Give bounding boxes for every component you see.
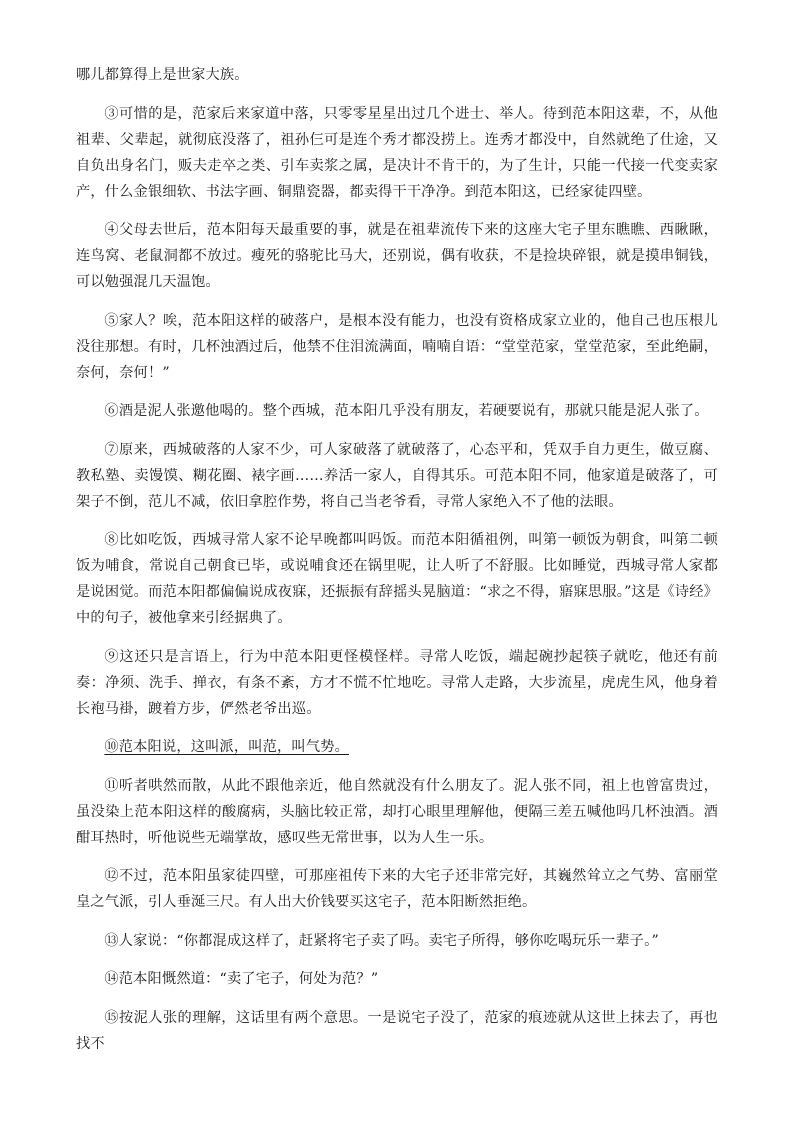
paragraph-5: ⑤家人？唉，范本阳这样的破落户，是根本没有能力，也没有资格成家立业的，他自己也压根儿没往那想。有时，几杯浊酒过后，他禁不住泪流满面，喃喃自语：“堂堂范家，堂堂范家，至此绝嗣，奈何，奈何！” — [76, 312, 718, 381]
paragraph-14: ⑭范本阳慨然道：“卖了宅子，何处为范？” — [104, 971, 379, 987]
paragraph-12: ⑫不过，范本阳虽家徒四壁，可那座祖传下来的大宅子还非常完好，其巍然耸立之气势、富丽堂皇之气派，引人垂涎三尺。有人出大价钱要买这宅子，范本阳断然拒绝。 — [76, 868, 718, 910]
paragraph-15: ⑮按泥人张的理解，这话里有两个意思。一是说宅子没了，范家的痕迹就从这世上抹去了，再也找不 — [76, 1009, 718, 1052]
paragraph-11: ⑪听者哄然而散，从此不跟他亲近，他自然就没有什么朋友了。泥人张不同，祖上也曾富贵过，虽没染上范本阳这样的酸腐病，头脑比较正常，却打心眼里理解他，便隔三差五喊他吗几杯浊酒。酒酣耳热时，听他说些无端掌故，感叹些无常世事，以为人生一乐。 — [76, 777, 718, 846]
paragraph-8: ⑧比如吃饭，西城寻常人家不论早晚都叫吗饭。而范本阳循祖例，叫第一顿饭为朝食，叫第二顿饭为哺食，常说自己朝食已毕，或说哺食还在锅里呢，让人听了不舒服。比如睡觉，西城寻常人家都是说困觉。而范本阳都偏偏说成夜寐，还振振有辞摇头晃脑道：“求之不得，寤寐思服。”这是《诗经》中的句子，被他拿来引经据典了。 — [76, 532, 718, 626]
paragraph-9: ⑨这还只是言语上，行为中范本阳更怪模怪样。寻常人吃饭，端起碗抄起筷子就吃，他还有前奏：净须、洗手、掸衣，有条不紊，方才不慌不忙地吃。寻常人走路，大步流星，虎虎生风，他身着长袍马褂，踱着方步，俨然老爷出巡。 — [76, 648, 718, 717]
underlined-sentence: ⑩范本阳说，这叫派，叫范，叫气势。 — [104, 739, 349, 755]
paragraph-continued: 哪儿都算得上是世家大族。 — [76, 67, 249, 83]
paragraph-6: ⑥酒是泥人张邀他喝的。整个西城，范本阳几乎没有朋友，若硬要说有，那就只能是泥人张了。 — [104, 403, 709, 419]
paragraph-3: ③可惜的是，范家后来家道中落，只零零星星出过几个进士、举人。待到范本阳这辈，不，从他祖辈、父辈起，就彻底没落了，祖孙仨可是连个秀才都没捞上。连秀才都没中，自然就绝了仕途，又自负出身名门，贩夫走卒之类、引车卖浆之属，是决计不肯干的，为了生计，只能一代接一代变卖家产，什么金银细软、书法字画、铜鼎瓷器，都卖得干干净净。到范本阳这，已经家徒四壁。 — [76, 105, 718, 200]
paragraph-10 — [76, 734, 718, 760]
paragraph-13: ⑬人家说：“你都混成这样了，赶紧将宅子卖了吗。卖宅子所得，够你吃喝玩乐一辈子。” — [104, 932, 659, 949]
paragraph-7: ⑦原来，西城破落的人家不少，可人家破落了就破落了，心态平和，凭双手自力更生，做豆腐、教私塾、卖馒馍、糊花圈、裱字画……养活一家人，自得其乐。可范本阳不同，他家道是破落了，可架子不倒，范儿不减，依旧拿腔作势，将自己当老爷看，寻常人家绝入不了他的法眼。 — [76, 441, 718, 510]
paragraph-4: ④父母去世后，范本阳每天最重要的事，就是在祖辈流传下来的这座大宅子里东瞧瞧、西瞅瞅，连鸟窝、老鼠洞都不放过。瘦死的骆驼比马大，还别说，偶有收获，不是捡块碎银，就是摸串铜钱，可以勉强混几天温饱。 — [76, 222, 718, 290]
